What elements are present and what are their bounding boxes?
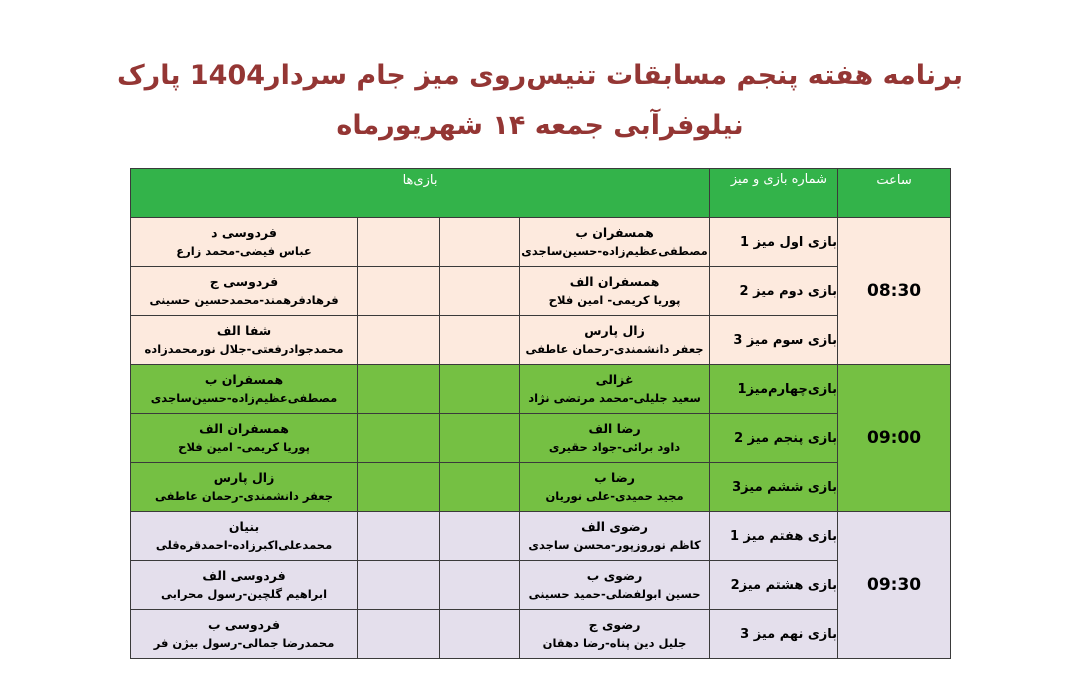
team-b-players: عباس فیضی-محمد زارع <box>176 244 312 258</box>
team-b-name: فردوسی د <box>211 225 277 240</box>
team-b-players: محمدرضا جمالی-رسول بیژن فر <box>153 636 335 650</box>
score-cell <box>440 365 520 414</box>
team-a-players: پوریا کریمی- امین فلاح <box>548 293 681 307</box>
team-a-players: مصطفی‌عظیم‌زاده-حسین‌ساجدی <box>521 244 708 258</box>
table-row <box>131 316 951 365</box>
score-cell <box>440 414 520 463</box>
table-row <box>131 218 951 267</box>
game-cell: بازی پنجم میز 2 <box>710 414 838 463</box>
score-cell <box>358 267 440 316</box>
team-b-players: جعفر دانشمندی-رحمان عاطفی <box>154 489 334 503</box>
score-cell <box>440 463 520 512</box>
team-b-players: ابراهیم گلچین-رسول محرابی <box>160 587 328 601</box>
team-b-cell <box>131 316 358 365</box>
team-b-name: زال پارس <box>213 470 275 485</box>
team-a-players: داود برائی-جواد حقیری <box>548 440 681 454</box>
team-a-cell <box>520 561 710 610</box>
team-b-cell <box>131 218 358 267</box>
time-cell: 08:30 <box>838 218 951 365</box>
team-b-name: بنیان <box>228 519 260 534</box>
team-a-name: رضا الف <box>588 421 641 436</box>
team-a-cell <box>520 316 710 365</box>
team-a-name: همسفران الف <box>569 274 660 289</box>
team-a-name: غزالی <box>595 372 634 387</box>
header-games: بازی‌ها <box>131 169 710 218</box>
team-b-cell <box>131 561 358 610</box>
score-cell <box>358 463 440 512</box>
team-b-name: فردوسی الف <box>202 568 286 583</box>
team-a-cell <box>520 365 710 414</box>
team-a-name: رضوی ب <box>586 568 643 583</box>
team-a-players: مجید حمیدی-علی نوریان <box>545 489 684 503</box>
time-cell: 09:30 <box>838 512 951 659</box>
score-cell <box>358 414 440 463</box>
table-row <box>131 365 951 414</box>
team-b-cell <box>131 365 358 414</box>
team-b-players: محمدجوادرفعتی-جلال نورمحمدزاده <box>144 342 344 356</box>
score-cell <box>440 316 520 365</box>
team-b-name: همسفران ب <box>204 372 284 387</box>
team-b-name: فردوسی ب <box>208 617 281 632</box>
team-a-cell <box>520 218 710 267</box>
team-a-cell <box>520 610 710 659</box>
table-row <box>131 463 951 512</box>
score-cell <box>358 218 440 267</box>
score-cell <box>358 610 440 659</box>
score-cell <box>440 512 520 561</box>
game-cell: بازی هفتم میز 1 <box>710 512 838 561</box>
score-cell <box>440 610 520 659</box>
team-b-cell <box>131 610 358 659</box>
team-a-cell <box>520 463 710 512</box>
document-title: برنامه هفته پنجم مسابقات تنیس‌روی میز جام سردار1404 پارک <box>117 60 963 91</box>
table-header-row <box>131 169 951 218</box>
document-subtitle: نیلوفرآبی جمعه ۱۴ شهریورماه <box>336 110 744 141</box>
team-b-name: همسفران الف <box>199 421 289 436</box>
table-row <box>131 414 951 463</box>
score-cell <box>358 512 440 561</box>
game-cell: بازی‌چهارم‌میز1 <box>710 365 838 414</box>
time-cell: 09:00 <box>838 365 951 512</box>
game-cell: بازی سوم میز 3 <box>710 316 838 365</box>
team-a-name: همسفران ب <box>575 225 654 240</box>
score-cell <box>440 267 520 316</box>
score-cell <box>358 316 440 365</box>
team-a-cell <box>520 414 710 463</box>
table-row <box>131 561 951 610</box>
team-a-name: رضوی الف <box>581 519 648 534</box>
team-b-cell <box>131 463 358 512</box>
team-b-players: محمدعلی‌اکبرزاده-احمدقره‌قلی <box>155 538 333 552</box>
game-cell: بازی ششم میز3 <box>710 463 838 512</box>
team-a-players: جعفر دانشمندی-رحمان عاطفی <box>525 342 704 356</box>
team-b-players: مصطفی‌عظیم‌زاده-حسین‌ساجدی <box>150 391 338 405</box>
score-cell <box>440 561 520 610</box>
team-a-players: سعید جلیلی-محمد مرتضی نژاد <box>528 391 701 405</box>
team-b-players: فرهادفرهمند-محمدحسین حسینی <box>149 293 339 307</box>
team-a-name: رضا ب <box>594 470 635 485</box>
team-b-cell <box>131 414 358 463</box>
team-a-players: جلیل دین پناه-رضا دهقان <box>542 636 687 650</box>
game-cell: بازی اول میز 1 <box>710 218 838 267</box>
team-b-cell <box>131 267 358 316</box>
team-a-name: زال پارس <box>584 323 645 338</box>
table-row <box>131 267 951 316</box>
header-game-number: شماره بازی و میز <box>710 169 838 218</box>
schedule-table <box>130 168 951 659</box>
team-a-players: حسین ابولفضلی-حمید حسینی <box>528 587 701 601</box>
team-b-name: شفا الف <box>216 323 272 338</box>
score-cell <box>358 365 440 414</box>
team-b-players: پوریا کریمی- امین فلاح <box>178 440 310 454</box>
score-cell <box>358 561 440 610</box>
team-a-cell <box>520 267 710 316</box>
game-cell: بازی نهم میز 3 <box>710 610 838 659</box>
header-time: ساعت <box>838 169 951 218</box>
team-a-name: رضوی ج <box>588 617 641 632</box>
table-row <box>131 512 951 561</box>
team-b-cell <box>131 512 358 561</box>
team-a-cell <box>520 512 710 561</box>
team-b-name: فردوسی ج <box>209 274 279 289</box>
score-cell <box>440 218 520 267</box>
table-row <box>131 610 951 659</box>
game-cell: بازی هشتم میز2 <box>710 561 838 610</box>
game-cell: بازی دوم میز 2 <box>710 267 838 316</box>
team-a-players: کاظم نوروزپور-محسن ساجدی <box>528 538 701 552</box>
